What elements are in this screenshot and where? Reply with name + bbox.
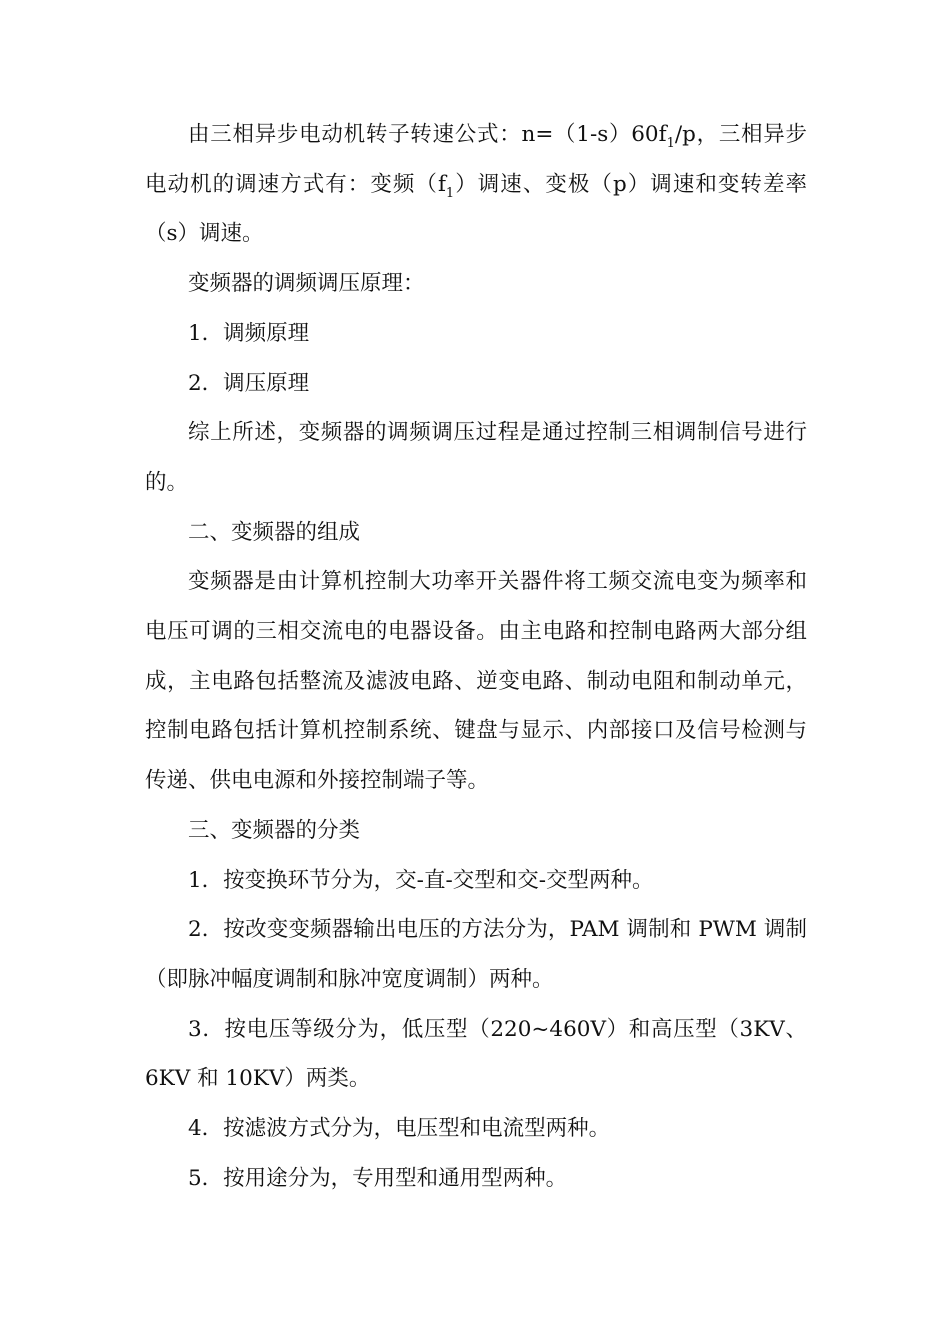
- list-item-classification-1: 1．按变换环节分为，交-直-交型和交-交型两种。: [188, 867, 654, 893]
- subscript-2: 1: [445, 185, 455, 201]
- document-body: [145, 110, 807, 1203]
- section-heading-classification: 三、变频器的分类: [188, 817, 361, 843]
- speed-methods-tail: ）调速、变极（p）调速和变转差率（s）调速。: [145, 171, 807, 247]
- list-item-classification-2: 2．按改变变频器输出电压的方法分为，PAM 调制和 PWM 调制（即脉冲幅度调制和脉冲宽度调制）两种。: [145, 917, 807, 992]
- paragraph-speed-formula: [145, 110, 807, 259]
- subscript-1: 1: [666, 136, 675, 151]
- paragraph-principle-heading: 变频器的调频调压原理：: [188, 271, 425, 297]
- formula-text: 由三相异步电动机转子转速公式：n=（1-s）60f: [188, 122, 667, 147]
- list-item-voltage-principle: 2．调压原理: [188, 370, 310, 396]
- list-item-classification-3: 3．按电压等级分为，低压型（220~460V）和高压型（3KV、6KV 和 10KV）两类。: [145, 1016, 807, 1092]
- paragraph-summary: 综上所述，变频器的调频调压过程是通过控制三相调制信号进行的。: [145, 420, 807, 495]
- list-item-classification-4: 4．按滤波方式分为，电压型和电流型两种。: [188, 1116, 611, 1142]
- paragraph-composition: 变频器是由计算机控制大功率开关器件将工频交流电变为频率和电压可调的三相交流电的电器设备。由主电路和控制电路两大部分组成，主电路包括整流及滤波电路、逆变电路、制动电阻和制动单元，控制电路包括计算机控制系统、键盘与显示、内部接口及信号检测与传递、供电电源和外接控制端子等。: [145, 569, 807, 794]
- list-item-frequency-principle: 1．调频原理: [188, 320, 310, 346]
- list-item-classification-5: 5．按用途分为，专用型和通用型两种。: [188, 1165, 568, 1191]
- speed-methods-text: /p，三相异步电动机的调速方式有：变频（f: [145, 122, 808, 197]
- section-heading-composition: 二、变频器的组成: [188, 519, 361, 545]
